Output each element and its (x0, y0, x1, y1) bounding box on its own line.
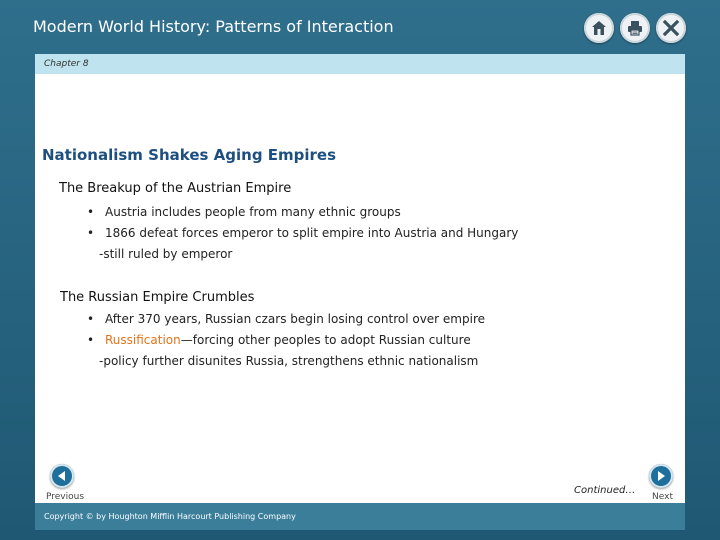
bullet-text: After 370 years, Russian czars begin losing control over empire (105, 312, 485, 326)
home-icon (590, 19, 608, 37)
print-button[interactable] (620, 13, 650, 43)
next-button[interactable] (649, 464, 673, 488)
title-bar (0, 0, 720, 54)
bullet-text: 1866 defeat forces emperor to split empire into Austria and Hungary (105, 226, 519, 240)
close-icon (662, 19, 680, 37)
next-label[interactable]: Next (652, 492, 673, 502)
bullet-item: • Austria includes people from many ethnic groups (87, 205, 401, 219)
print-icon (626, 19, 644, 37)
bullet-item: • 1866 defeat forces emperor to split empire into Austria and Hungary (87, 226, 519, 240)
bullet-note: -still ruled by emperor (99, 247, 233, 261)
key-term: Russification (105, 333, 181, 347)
previous-button[interactable] (50, 464, 74, 488)
bullet-item: • After 370 years, Russian czars begin losing control over empire (87, 312, 485, 326)
section-heading-austria: The Breakup of the Austrian Empire (59, 181, 292, 196)
continued-label: Continued… (574, 485, 636, 496)
arrow-right-icon (655, 470, 667, 482)
section-heading-russia: The Russian Empire Crumbles (60, 290, 255, 305)
chapter-band (35, 54, 685, 74)
footer-band (35, 503, 685, 530)
bullet-item: • Russification—forcing other peoples to adopt Russian culture (87, 333, 471, 347)
bullet-text: Austria includes people from many ethnic groups (105, 205, 401, 219)
close-button[interactable] (656, 13, 686, 43)
bullet-note: -policy further disunites Russia, strengthens ethnic nationalism (99, 354, 479, 368)
copyright-text: Copyright © by Houghton Mifflin Harcourt Publishing Company (44, 512, 296, 521)
chapter-label: Chapter 8 (44, 59, 89, 69)
slide-content (35, 54, 685, 530)
home-button[interactable] (584, 13, 614, 43)
arrow-left-icon (56, 470, 68, 482)
slide-title: Nationalism Shakes Aging Empires (42, 146, 337, 164)
previous-label[interactable]: Previous (46, 492, 85, 502)
term-definition: —forcing other peoples to adopt Russian culture (180, 333, 471, 347)
app-title: Modern World History: Patterns of Interaction (33, 17, 394, 36)
